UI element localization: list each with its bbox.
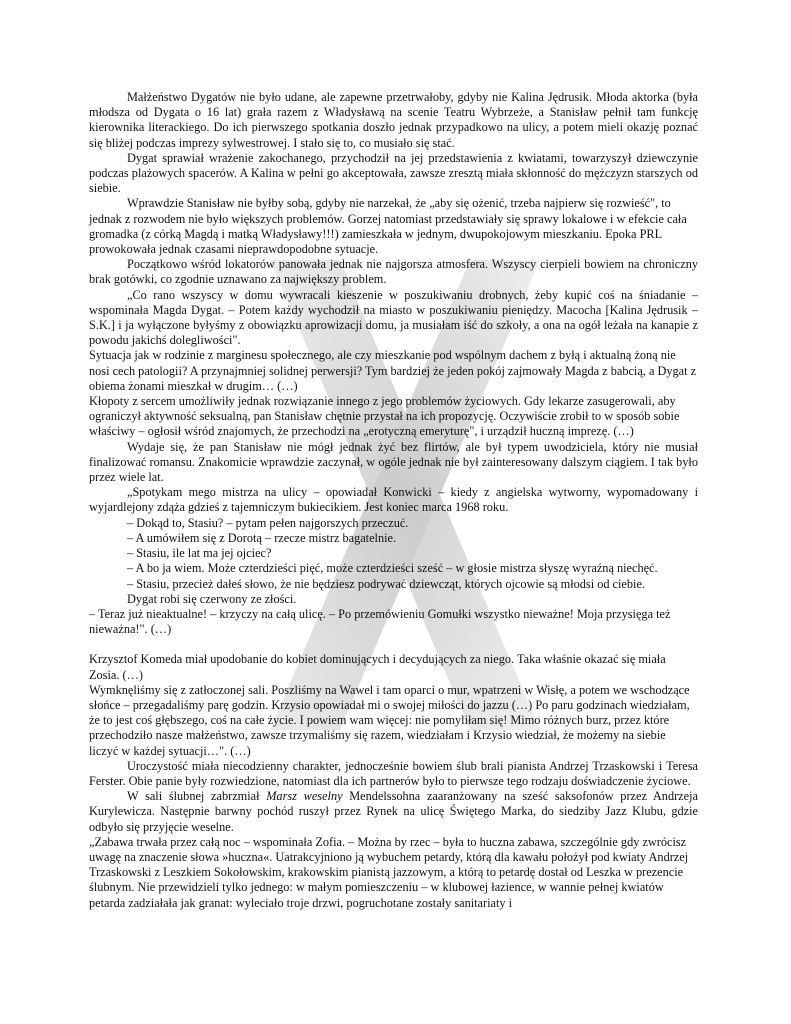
paragraph: Wymknęliśmy się z zatłoczonej sali. Poszliśmy na Wawel i tam oparci o mur, wpatrzeni w Wisłę, a potem we wschodzące słońce – przegadaliśmy parę godzin. Krzysio opowiadał mi o swojej miłości do jazzu (…) Po paru godzinach wiedziałam, że to jest coś głębszego, coś na całe życie. I powiem wam więcej: nie pomyliłam się! Mimo różnych burz, przez które przechodziło nasze małżeństwo, zawsze trzymaliśmy się razem, wiedziałam i Krzysio wiedział, że możemy na siebie liczyć w każdej sytuacji…". (…) bbox=[89, 682, 690, 758]
paragraph: „Spotykam mego mistrza na ulicy – opowiadał Konwicki – kiedy z angielska wytworny, wypomadowany i wyjardlejony zdąża gdzieś z tajemniczym bukiecikiem. Jest koniec marca 1968 roku. bbox=[89, 485, 698, 515]
paragraph: – A umówiłem się z Dorotą – rzecze mistrz bagatelnie. bbox=[127, 530, 397, 545]
paragraph: Krzysztof Komeda miał upodobanie do kobiet dominujących i decydujących za niego. Taka właśnie okazać się miała Zosia. (…) bbox=[89, 652, 666, 682]
paragraph: Wprawdzie Stanisław nie byłby sobą, gdyby nie narzekał, że „aby się ożenić, trzeba najpierw się rozwieść", to jednak z rozwodem nie było większych problemów. Gorzej natomiast przedstawiały się sprawy lokalowe i w efekcie cała gromadka (z córką Magdą i matką Władysławy!!!) zamieszkała w jednym, dwupokojowym mieszkaniu. Epoka PRL prowokowała jednak czasami nieprawdopodobne sytuacje. bbox=[89, 196, 687, 257]
document-page bbox=[89, 90, 698, 911]
paragraph: Dygat robi się czerwony ze złości. bbox=[127, 591, 297, 606]
paragraph: – Teraz już nieaktualne! – krzyczy na całą ulicę. – Po przemówieniu Gomułki wszystko nieważne! Moja przysięga też nieważna!". (…) bbox=[89, 606, 671, 637]
paragraph: Kłopoty z sercem umożliwiły jednak rozwiązanie innego z jego problemów życiowych. Gdy lekarze zasugerowali, aby ograniczył aktywność seksualną, pan Stanisław chętnie przystał na ich propozycję. Oczywiście zrobił to w sposób sobie właściwy – ogłosił wśród znajomych, że przechodzi na „erotyczną emeryturę", i urządził huczną imprezę. (…) bbox=[89, 394, 680, 439]
paragraph: „Co rano wszyscy w domu wywracali kieszenie w poszukiwaniu drobnych, żeby kupić coś na śniadanie – wspominała Magda Dygat. – Potem każdy wychodził na miasto w poszukiwaniu pieniędzy. Macocha [Kalina Jędrusik – S.K.] i ja wyłączone byłyśmy z obowiązku aprowizacji domu, ja musiałam iść do szkoły, a ona na ogół leżała na kanapie z powodu jakichś dolegliwości". bbox=[89, 287, 698, 348]
paragraph: „Zabawa trwała przez całą noc – wspominała Zofia. – Można by rzec – była to huczna zabawa, szczególnie gdy zwrócisz uwagę na znaczenie słowa »huczna«. Uatrakcyjniono ją wybuchem petardy, którą dla kawału położył pod kwiaty Andrzej Trzaskowski z Leszkiem Sokołowskim, krakowskim pianistą jazzowym, a którą to petardę dostał od Leszka w prezencie ślubnym. Nie przewidzieli tylko jednego: w małym pomieszczeniu – w klubowej łazience, w wannie pełnej kwiatów petarda zadziałała jak granat: wyleciało troje drzwi, pogruchotane zostały sanitariaty i bbox=[89, 834, 689, 910]
paragraph: – A bo ja wiem. Może czterdzieści pięć, może czterdzieści sześć – w głosie mistrza słyszę wyraźną niechęć. bbox=[127, 561, 658, 576]
paragraph: Sytuacja jak w rodzinie z marginesu społecznego, ale czy mieszkanie pod wspólnym dachem z byłą i aktualną żoną nie nosi cech patologii? A przynajmniej solidnej perwersji? Tym bardziej że jeden pokój zajmowały Magda z babcią, a Dygat z obiema żonami mieszkał w drugim… (…) bbox=[89, 348, 697, 393]
paragraph: – Stasiu, ile lat ma jej ojciec? bbox=[127, 546, 272, 561]
paragraph: – Dokąd to, Stasiu? – pytam pełen najgorszych przeczuć. bbox=[127, 515, 409, 530]
paragraph: W sali ślubnej zabrzmiał Marsz weselny Mendelssohna zaaranżowany na sześć saksofonów przez Andrzeja Kurylewicza. Następnie barwny pochód ruszył przez Rynek na ulicę Świętego Marka, do siedziby Jazz Klubu, gdzie odbyło się przyjęcie weselne. bbox=[89, 789, 698, 834]
paragraph: Początkowo wśród lokatorów panowała jednak nie najgorsza atmosfera. Wszyscy cierpieli bowiem na chroniczny brak gotówki, co zgodnie uznawano za największy problem. bbox=[89, 257, 698, 287]
paragraph: – Stasiu, przecież dałeś słowo, że nie będziesz podrywać dziewcząt, których ojcowie są młodsi od ciebie. bbox=[127, 576, 645, 591]
paragraph: Wydaje się, że pan Stanisław nie mógł jednak żyć bez flirtów, ale był typem uwodziciela, który nie musiał finalizować romansu. Znakomicie wprawdzie zaczynał, w ogóle jednak nie był zainteresowany dalszym ciągiem. I tak było przez wiele lat. bbox=[89, 439, 698, 485]
paragraph: Uroczystość miała niecodzienny charakter, jednocześnie bowiem ślub brali pianista Andrzej Trzaskowski i Teresa Ferster. Obie panie były rozwiedzione, natomiast dla ich partnerów było to pierwsze tego rodzaju doświadczenie życiowe. bbox=[89, 758, 698, 788]
paragraph: Małżeństwo Dygatów nie było udane, ale zapewne przetrwałoby, gdyby nie Kalina Jędrusik. Młoda aktorka (była młodsza od Dygata o 16 lat) grała razem z Władysławą na scenie Teatru Wybrzeże, a Stanisław pełnił tam funkcję kierownika literackiego. Do ich pierwszego spotkania doszło jednak przypadkowo na ulicy, a potem mieli okazję poznać się bliżej podczas imprezy sylwestrowej. I stało się to, co musiało się stać. bbox=[89, 90, 698, 150]
paragraph: Dygat sprawiał wrażenie zakochanego, przychodził na jej przedstawienia z kwiatami, towarzyszył dziewczynie podczas plażowych spacerów. A Kalina w pełni go akceptowała, zawsze zresztą miała skłonność do mężczyzn starszych od siebie. bbox=[89, 150, 698, 196]
blank-line bbox=[89, 637, 698, 652]
